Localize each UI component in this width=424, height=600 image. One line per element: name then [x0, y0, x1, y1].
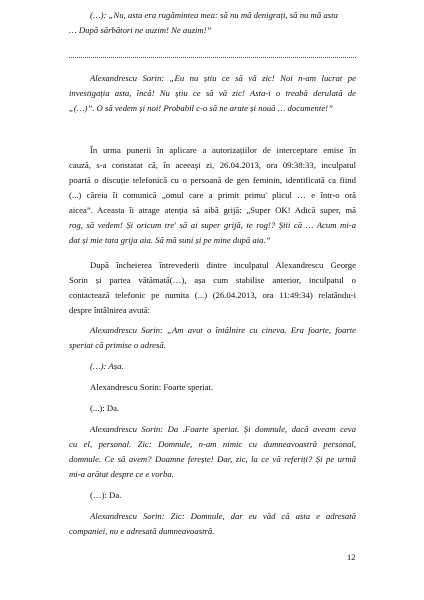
separator-rule — [69, 57, 356, 58]
document-page: (…): „Nu, asta era rugămintea mea: să nu mă denigrați, să nu mă asta … După sărbători ne auzim! Ne auzim!” Alexandrescu Sorin: „Eu nu știu ce să vă zic! Noi n-am lucrat pe investigația asta, încă! Nu știu ce să vă zic! Asta-i o treabă derulată de „(…)”. O să vedem și noi! Probabil c-o să ne arate și nouă … documente!” În urma punerii în aplicare a autorizațiilor de interceptare emise în cauză, s-a constatat că, în aceeași zi, 26.04.2013, ora 09:38:33, inculpatul poartă o discuție telefonică cu o persoană de gen feminin, identificată ca fiind (...) căreia îi comunică „omul care a primit primu' plicul … e într-o oră aicea”. Aceasta îi atrage atenția să aibă grijă: „Super OK! Adică super, mă rog, să vedem! Și oricum tre' să ai super grijă, te rog!? Știi că … Acum mi-a dat și mie tata grija aia. Să mă suni și pe mine după aia.” După încheierea întrevederii dintre inculpatul Alexandrescu George Sorin și partea vătămată(…), așa cum stabilise anterior, inculpatul o contactează telefonic pe numita (...) (26.04.2013, ora 11:49:34) relatându-i despre întâlnirea avută: Alexandrescu Sorin: „Am avut o întâlnire cu cineva. Era foarte, foarte speriat că primise o adresă. (…): Așa. Alexandrescu Sorin: Foarte speriat. (...): Da. Alexandrescu Sorin: Da .Foarte speriat. Și domnule, dacă aveam ceva cu el, personal. Zic: Domnule, n-am nimic cu dumneavoastră personal, domnule. Ce să avem? Doamne ferește! Dar, zic, la ce vă referiți? Și pe urmă mi-a arătat despre ce e vorba. (…): Da. Alexandrescu Sorin: Zic: Domnule, dar eu văd că asta e adresată companiei, nu e adresată dumneavoastră. 12 — [69, 10, 356, 562]
page-number: 12 — [347, 552, 356, 562]
